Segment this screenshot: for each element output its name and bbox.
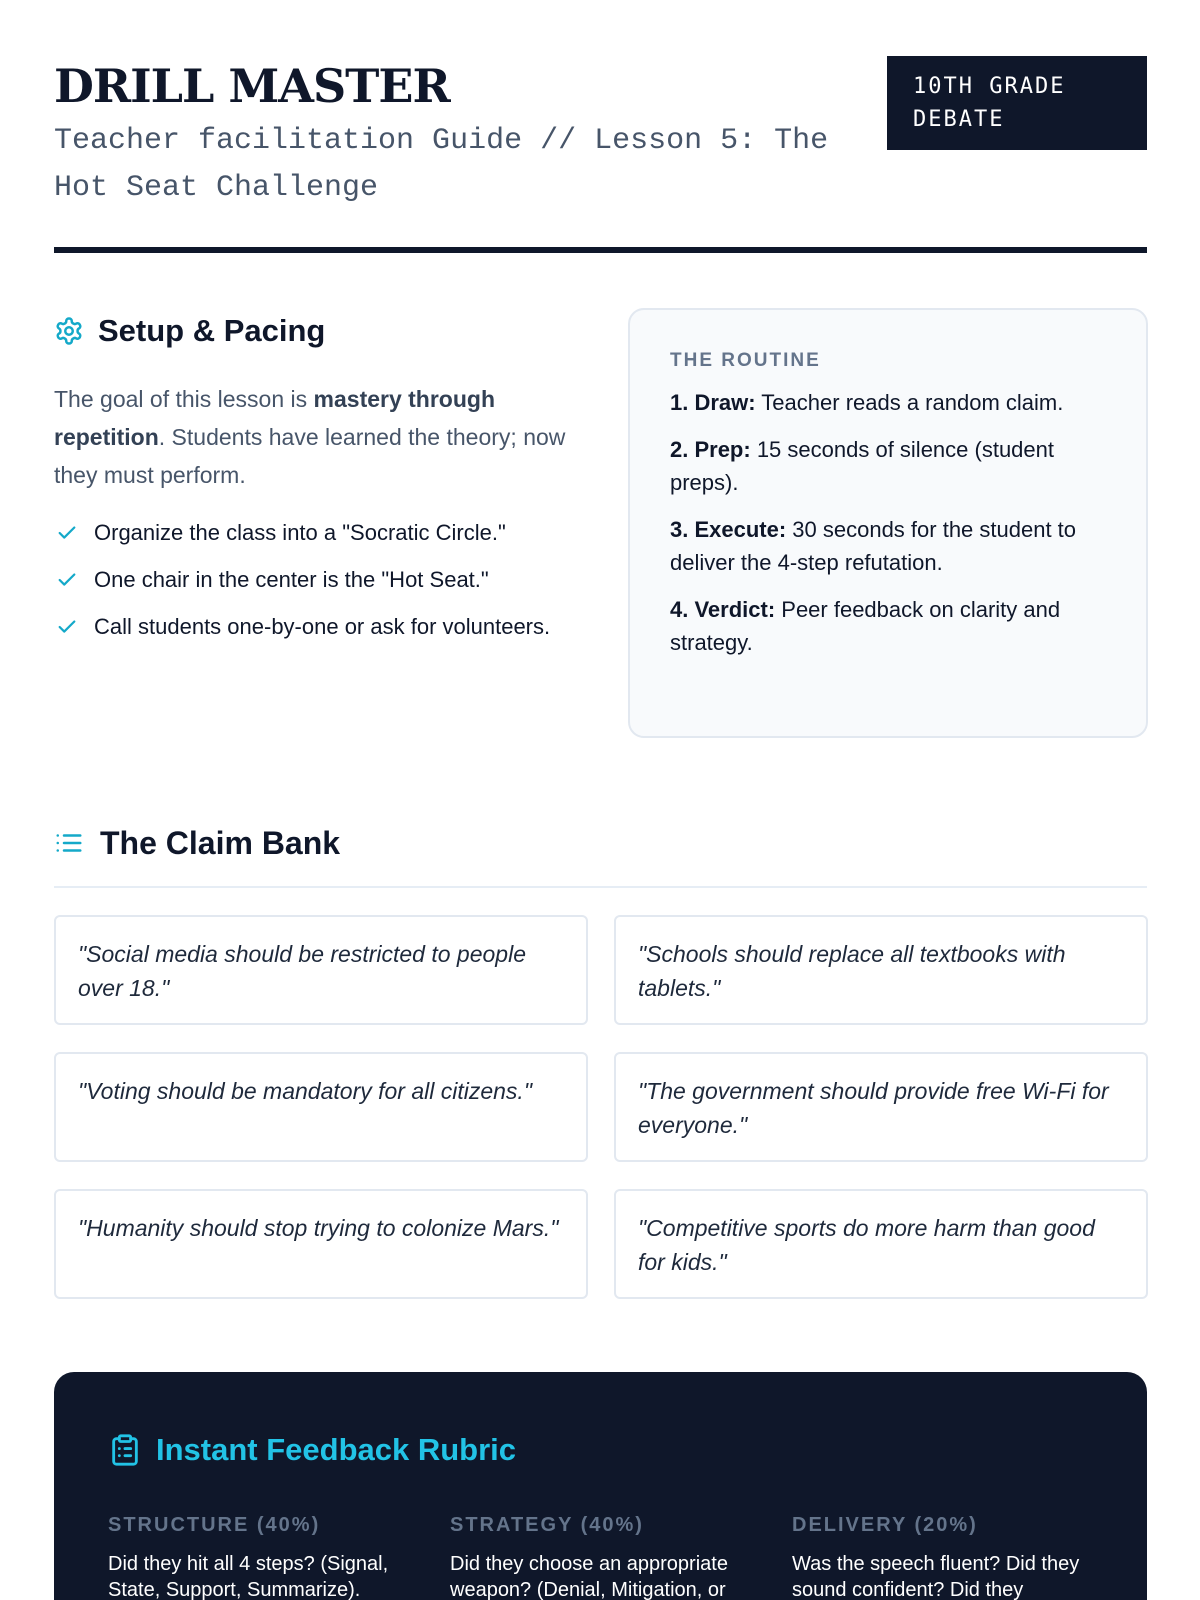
intro-text-start: The goal of this lesson is — [54, 386, 314, 412]
routine-step — [670, 513, 1106, 579]
routine-step — [670, 386, 1106, 419]
page-subtitle: Teacher facilitation Guide // Lesson 5: The Hot Seat Challenge — [54, 124, 829, 205]
claim-bank-section — [54, 820, 1147, 1299]
claim-card: "Humanity should stop trying to colonize Mars." — [54, 1189, 588, 1299]
check-icon — [54, 614, 80, 640]
page-title: DRILL MASTER — [54, 59, 450, 113]
intro-text-end: . Students have learned the theory; now they must perform. — [54, 424, 566, 488]
checklist-text: One chair in the center is the "Hot Seat." — [94, 567, 489, 592]
grade-badge: 10TH GRADE DEBATE — [887, 56, 1147, 150]
checklist-item — [54, 516, 594, 549]
setup-heading — [54, 308, 594, 354]
claim-bank-divider — [54, 886, 1147, 888]
routine-step-term: 2. Prep: — [670, 437, 751, 462]
check-icon — [54, 567, 80, 593]
rubric-column-heading: DELIVERY (20%) — [792, 1514, 978, 1536]
claim-card: "Schools should replace all textbooks with tablets." — [614, 915, 1148, 1025]
rubric-title: Instant Feedback Rubric — [156, 1432, 517, 1467]
intro-emphasis: mastery through repetition — [54, 386, 496, 450]
setup-section — [54, 308, 594, 657]
routine-step — [670, 433, 1106, 499]
checklist-text: Organize the class into a "Socratic Circle." — [94, 520, 506, 545]
feedback-rubric-panel — [54, 1372, 1147, 1600]
gear-icon — [54, 316, 84, 346]
checklist-text: Call students one-by-one or ask for volunteers. — [94, 614, 551, 639]
routine-step — [670, 593, 1106, 659]
checklist-item — [54, 563, 594, 596]
setup-title: Setup & Pacing — [98, 313, 326, 348]
check-icon — [54, 520, 80, 546]
rubric-heading — [108, 1430, 1093, 1470]
rubric-column — [108, 1514, 418, 1600]
rubric-column-heading: STRUCTURE (40%) — [108, 1514, 321, 1536]
claim-card: "Voting should be mandatory for all citizens." — [54, 1052, 588, 1162]
claim-card: "Social media should be restricted to people over 18." — [54, 915, 588, 1025]
rubric-column-text: Was the speech fluent? Did they sound confident? Did they — [792, 1553, 1080, 1600]
rubric-column — [792, 1514, 1102, 1600]
claim-bank-title: The Claim Bank — [100, 824, 341, 861]
routine-step-term: 3. Execute: — [670, 517, 787, 542]
claim-grid — [54, 915, 1147, 1299]
claim-card: "Competitive sports do more harm than good for kids." — [614, 1189, 1148, 1299]
routine-label: THE ROUTINE — [670, 350, 821, 371]
list-icon — [54, 828, 84, 858]
setup-checklist — [54, 516, 594, 643]
claim-bank-heading — [54, 820, 1147, 866]
rubric-column-heading: STRATEGY (40%) — [450, 1514, 644, 1536]
setup-intro — [54, 380, 594, 494]
rubric-column — [450, 1514, 760, 1600]
rubric-column-text: Did they hit all 4 steps? (Signal, State, Support, Summarize). — [108, 1553, 389, 1600]
routine-step-text: 15 seconds of silence (student preps). — [670, 437, 1054, 495]
rubric-column-text: Did they choose an appropriate weapon? (Denial, Mitigation, or — [450, 1553, 728, 1600]
checklist-item — [54, 610, 594, 643]
routine-step-text: 30 seconds for the student to deliver the 4-step refutation. — [670, 517, 1077, 575]
rubric-columns — [108, 1514, 1093, 1600]
routine-step-term: 1. Draw: — [670, 390, 756, 415]
routine-step-text: Teacher reads a random claim. — [755, 390, 1064, 415]
clipboard-icon — [108, 1433, 142, 1467]
page-header — [54, 56, 1147, 256]
routine-step-term: 4. Verdict: — [670, 597, 776, 622]
routine-step-text: Peer feedback on clarity and strategy. — [670, 597, 1061, 655]
header-divider — [54, 247, 1147, 253]
claim-card: "The government should provide free Wi-Fi for everyone." — [614, 1052, 1148, 1162]
routine-card — [628, 308, 1148, 738]
